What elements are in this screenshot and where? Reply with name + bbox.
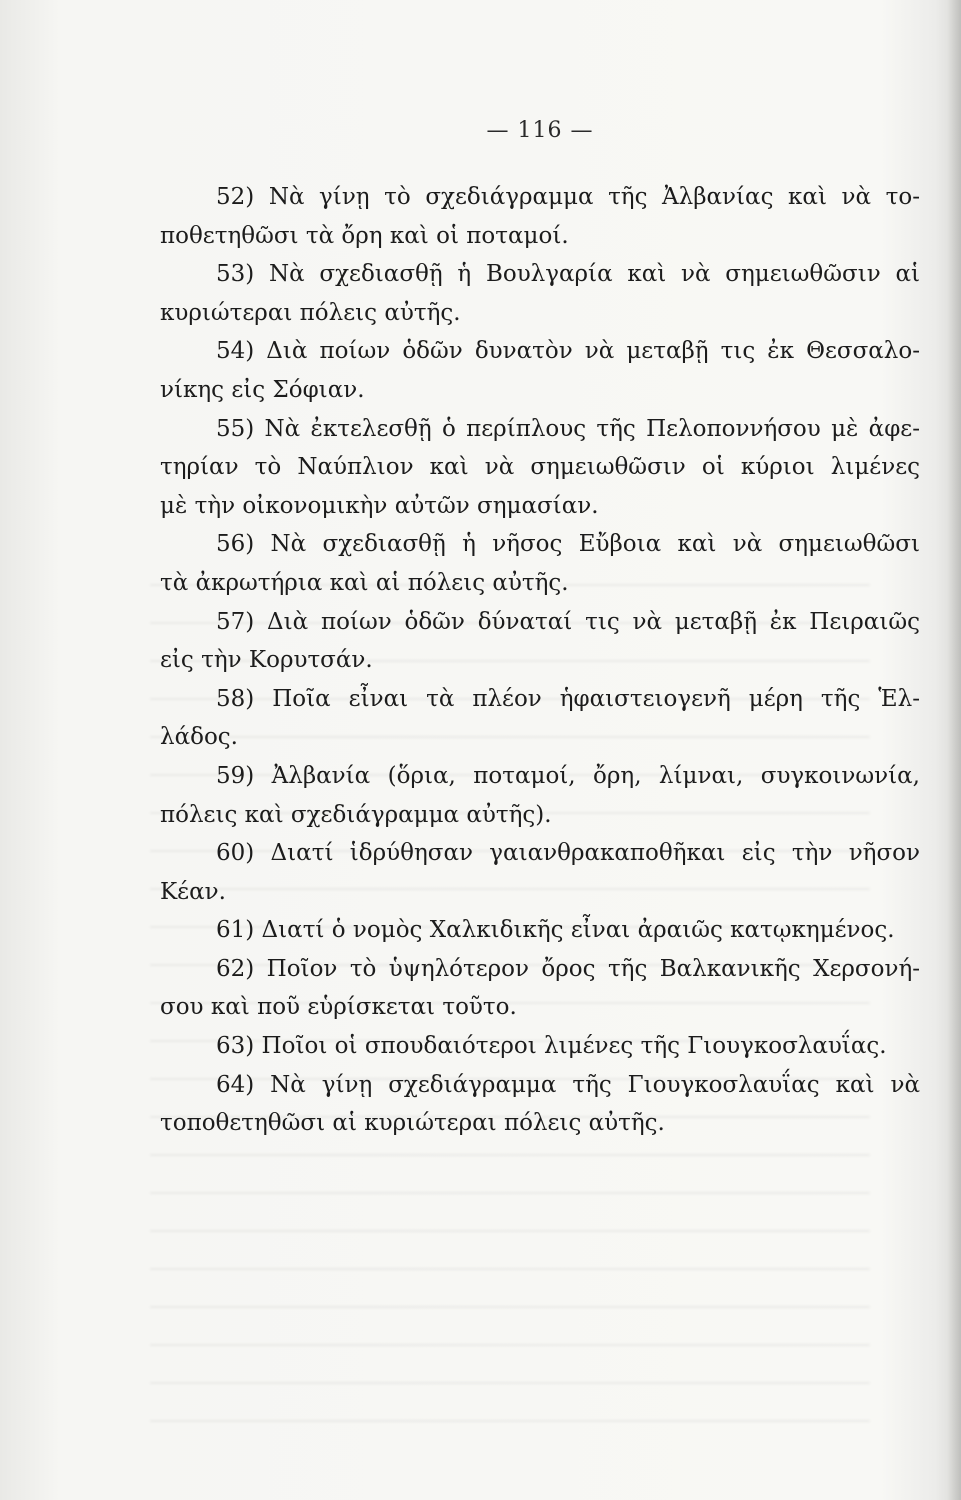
text-line: κυριώτεραι πόλεις αὐτῆς. — [160, 299, 461, 326]
text-line: Κέαν. — [160, 878, 226, 905]
text-line: νίκης εἰς Σόφιαν. — [160, 376, 365, 403]
text-line: σου καὶ ποῦ εὑρίσκεται τοῦτο. — [160, 994, 517, 1021]
question-list — [160, 178, 920, 1143]
text-line: 64) Νὰ γίνῃ σχεδιάγραμμα τῆς Γιουγκοσλαυΐας καὶ νὰ — [216, 1071, 920, 1098]
text-line: 58) Ποῖα εἶναι τὰ πλέον ἡφαιστειογενῆ μέρη τῆς Ἑλ- — [216, 685, 920, 712]
page-edge-shadow — [947, 0, 961, 1500]
text-line: τοποθετηθῶσι αἱ κυριώτεραι πόλεις αὐτῆς. — [160, 1110, 665, 1137]
text-line: 62) Ποῖον τὸ ὑψηλότερον ὄρος τῆς Βαλκανικῆς Χερσονή- — [216, 955, 920, 982]
text-line: 52) Νὰ γίνῃ τὸ σχεδιάγραμμα τῆς Ἀλβανίας καὶ νὰ το- — [216, 184, 920, 210]
text-line: 60) Διατί ἱδρύθησαν γαιανθρακαποθῆκαι εἰς τὴν νῆσον — [216, 840, 920, 867]
text-line: τηρίαν τὸ Ναύπλιον καὶ νὰ σημειωθῶσιν οἱ κύριοι λιμένες — [160, 454, 920, 481]
text-line: 54) Διὰ ποίων ὁδῶν δυνατὸν νὰ μεταβῇ τις ἐκ Θεσσαλο- — [216, 338, 920, 365]
text-line: 57) Διὰ ποίων ὁδῶν δύναταί τις νὰ μεταβῇ ἐκ Πειραιῶς — [216, 608, 920, 635]
text-line: 63) Ποῖοι οἱ σπουδαιότεροι λιμένες τῆς Γιουγκοσλαυΐας. — [216, 1033, 887, 1060]
text-line: εἰς τὴν Κορυτσάν. — [160, 647, 373, 674]
text-line: 61) Διατί ὁ νομὸς Χαλκιδικῆς εἶναι ἀραιῶς κατῳκημένος. — [216, 917, 895, 944]
text-line: λάδος. — [160, 724, 238, 751]
text-line: πόλεις καὶ σχεδιάγραμμα αὐτῆς). — [160, 801, 552, 828]
text-line: 56) Νὰ σχεδιασθῇ ἡ νῆσος Εὔβοια καὶ νὰ σημειωθῶσι — [216, 531, 920, 558]
text-line: 55) Νὰ ἐκτελεσθῇ ὁ περίπλους τῆς Πελοποννήσου μὲ ἀφε- — [216, 415, 920, 442]
text-line: 53) Νὰ σχεδιασθῇ ἡ Βουλγαρία καὶ νὰ σημειωθῶσιν αἱ — [216, 261, 920, 288]
text-line: μὲ τὴν οἰκονομικὴν αὐτῶν σημασίαν. — [160, 492, 599, 519]
text-line: ποθετηθῶσι τὰ ὄρη καὶ οἱ ποταμοί. — [160, 222, 569, 249]
text-line: τὰ ἀκρωτήρια καὶ αἱ πόλεις αὐτῆς. — [160, 569, 569, 596]
page-number: — 116 — — [486, 118, 594, 143]
text-line: 59) Ἀλβανία (ὅρια, ποταμοί, ὄρη, λίμναι, συγκοινωνία, — [216, 762, 920, 789]
